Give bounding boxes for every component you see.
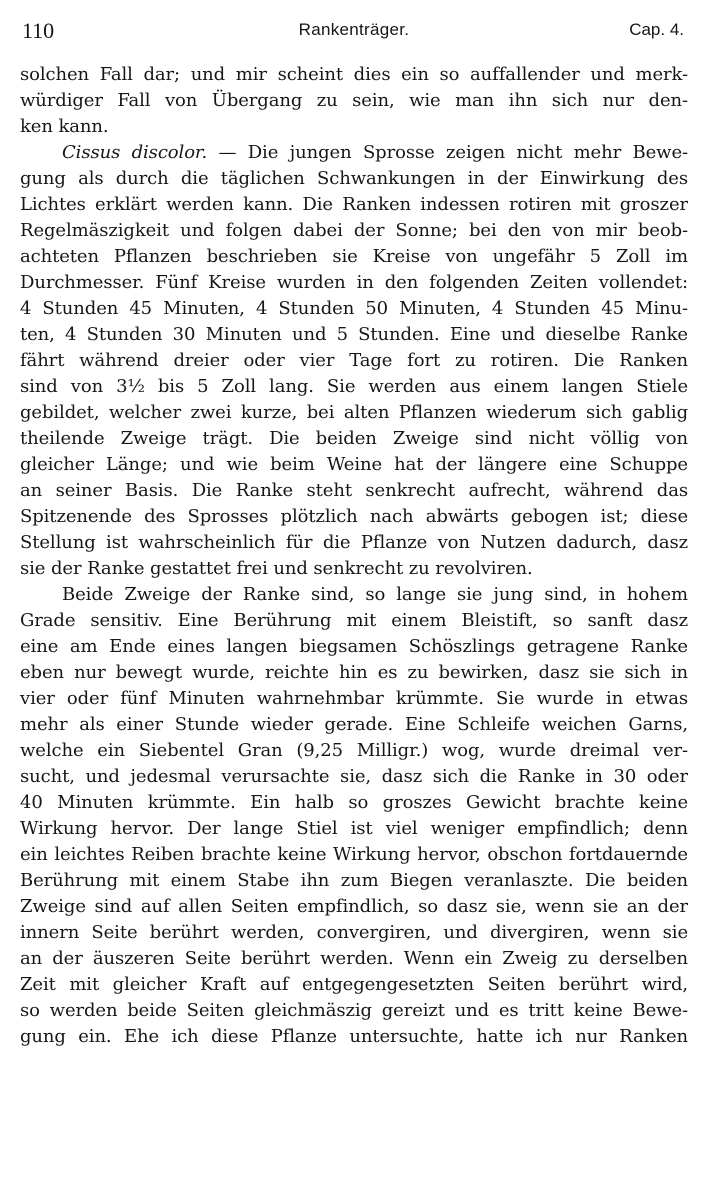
chapter-label: Cap. 4. — [629, 20, 684, 39]
text-line — [20, 972, 688, 998]
book-page — [20, 12, 688, 1050]
text-line — [20, 842, 688, 868]
text-line — [20, 634, 688, 660]
text-line — [20, 660, 688, 686]
text-line — [20, 998, 688, 1024]
line-text: theilende Zweige trägt. Die beiden Zweige sind nicht völlig von — [20, 428, 688, 449]
text-line — [20, 374, 688, 400]
page-header — [20, 12, 688, 46]
line-text: fährt während dreier oder vier Tage fort zu rotiren. Die Ranken — [20, 350, 688, 371]
line-text: gung ein. Ehe ich diese Pflanze untersuchte, hatte ich nur Ranken — [20, 1026, 688, 1047]
line-text: welche ein Siebentel Gran (9,25 Milligr.) wog, wurde dreimal ver- — [20, 740, 688, 761]
line-text: Berührung mit einem Stabe ihn zum Biegen veranlaszte. Die beiden — [20, 870, 688, 891]
text-line — [20, 114, 688, 140]
line-text: Stellung ist wahrscheinlich für die Pflanze von Nutzen dadurch, dasz — [20, 532, 688, 553]
line-text: an seiner Basis. Die Ranke steht senkrecht aufrecht, während das — [20, 480, 688, 501]
line-text: Grade sensitiv. Eine Berührung mit einem Bleistift, so sanft dasz — [20, 610, 688, 631]
line-text: Spitzenende des Sprosses plötzlich nach abwärts gebogen ist; diese — [20, 506, 688, 527]
line-text: sucht, und jedesmal verursachte sie, dasz sich die Ranke in 30 oder — [20, 766, 688, 787]
text-line — [20, 88, 688, 114]
text-line — [20, 244, 688, 270]
line-text: Durchmesser. Fünf Kreise wurden in den folgenden Zeiten vollendet: — [20, 272, 688, 293]
text-line — [20, 894, 688, 920]
body-text — [20, 62, 688, 1050]
line-text: Beide Zweige der Ranke sind, so lange sie jung sind, in hohem — [62, 584, 688, 605]
text-line — [20, 530, 688, 556]
line-text: eben nur bewegt wurde, reichte hin es zu bewirken, dasz sie sich in — [20, 662, 688, 683]
line-text: gung als durch die täglichen Schwankungen in der Einwirkung des — [20, 168, 688, 189]
line-text: ein leichtes Reiben brachte keine Wirkung hervor, obschon fortdauernde — [20, 844, 688, 865]
line-text: so werden beide Seiten gleichmäszig gereizt und es tritt keine Bewe- — [20, 1000, 688, 1021]
line-text: mehr als einer Stunde wieder gerade. Eine Schleife weichen Garns, — [20, 714, 688, 735]
line-text: innern Seite berührt werden, convergiren, und divergiren, wenn sie — [20, 922, 688, 943]
line-text: 4 Stunden 45 Minuten, 4 Stunden 50 Minuten, 4 Stunden 45 Minu- — [20, 298, 688, 319]
text-line — [20, 608, 688, 634]
text-line — [20, 1024, 688, 1050]
text-line — [20, 192, 688, 218]
line-text: 40 Minuten krümmte. Ein halb so groszes Gewicht brachte keine — [20, 792, 688, 813]
text-line — [20, 400, 688, 426]
line-text: ken kann. — [20, 116, 109, 137]
line-text: Regelmäszigkeit und folgen dabei der Sonne; bei den von mir beob- — [20, 220, 688, 241]
text-line — [20, 62, 688, 88]
text-line — [20, 348, 688, 374]
line-text: ten, 4 Stunden 30 Minuten und 5 Stunden. Eine und dieselbe Ranke — [20, 324, 688, 345]
text-line — [20, 452, 688, 478]
line-text: würdiger Fall von Übergang zu sein, wie man ihn sich nur den- — [20, 90, 688, 111]
text-line — [20, 556, 688, 582]
page-number: 110 — [22, 18, 55, 43]
text-line — [20, 322, 688, 348]
line-text: an der äuszeren Seite berührt werden. Wenn ein Zweig zu derselben — [20, 948, 688, 969]
text-line — [20, 920, 688, 946]
running-title: Rankenträger. — [298, 20, 410, 39]
text-line — [20, 504, 688, 530]
line-text: solchen Fall dar; und mir scheint dies ein so auffallender und merk- — [20, 64, 688, 85]
line-text: sie der Ranke gestattet frei und senkrecht zu revolviren. — [20, 558, 533, 579]
text-line — [20, 790, 688, 816]
text-line — [20, 868, 688, 894]
species-name: Cissus discolor. — [62, 142, 208, 163]
text-line — [20, 218, 688, 244]
text-line — [20, 478, 688, 504]
line-text: gebildet, welcher zwei kurze, bei alten Pflanzen wiederum sich gablig — [20, 402, 688, 423]
text-line — [20, 166, 688, 192]
line-text: sind von 3½ bis 5 Zoll lang. Sie werden aus einem langen Stiele — [20, 376, 688, 397]
line-text: Wirkung hervor. Der lange Stiel ist viel weniger empfindlich; denn — [20, 818, 688, 839]
text-line — [20, 738, 688, 764]
line-text: Zweige sind auf allen Seiten empfindlich, so dasz sie, wenn sie an der — [20, 896, 688, 917]
line-text: achteten Pflanzen beschrieben sie Kreise von ungefähr 5 Zoll im — [20, 246, 688, 267]
text-line — [20, 712, 688, 738]
text-line — [20, 946, 688, 972]
text-line — [20, 764, 688, 790]
text-line — [20, 140, 688, 166]
line-text: eine am Ende eines langen biegsamen Schöszlings getragene Ranke — [20, 636, 688, 657]
line-text: gleicher Länge; und wie beim Weine hat der längere eine Schuppe — [20, 454, 688, 475]
text-line — [20, 296, 688, 322]
text-line — [20, 270, 688, 296]
text-line — [20, 816, 688, 842]
text-line — [20, 582, 688, 608]
line-text: — Die jungen Sprosse zeigen nicht mehr Bewe- — [207, 142, 688, 163]
text-line — [20, 686, 688, 712]
line-text: vier oder fünf Minuten wahrnehmbar krümmte. Sie wurde in etwas — [20, 688, 688, 709]
line-text: Lichtes erklärt werden kann. Die Ranken indessen rotiren mit groszer — [20, 194, 688, 215]
text-line — [20, 426, 688, 452]
line-text: Zeit mit gleicher Kraft auf entgegengesetzten Seiten berührt wird, — [20, 974, 688, 995]
